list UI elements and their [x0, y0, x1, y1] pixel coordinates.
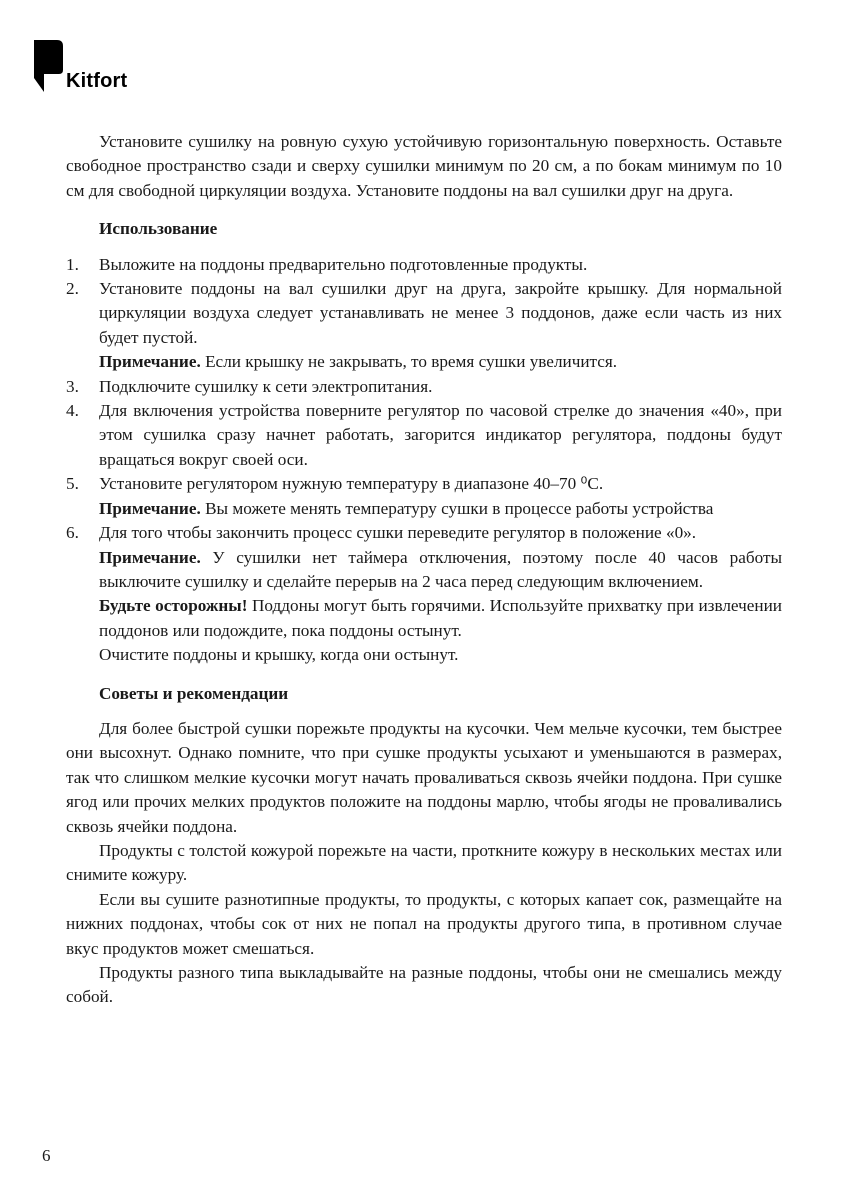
list-item — [66, 399, 782, 472]
list-text: Выложите на поддоны предварительно подготовленные продукты. — [99, 254, 588, 274]
note-paragraph — [66, 497, 782, 521]
brand-name: Kitfort — [66, 70, 128, 92]
note-paragraph — [66, 350, 782, 374]
list-item — [66, 375, 782, 399]
list-item — [66, 277, 782, 350]
clean-paragraph: Очистите поддоны и крышку, когда они остынут. — [99, 645, 459, 665]
caution-paragraph — [66, 594, 782, 643]
caution-text: Поддоны могут быть горячими. Используйте прихватку при извлечении поддонов или подождите, пока поддоны остынут. — [99, 596, 782, 640]
tips-paragraph: Продукты с толстой кожурой порежьте на части, проткните кожуру в нескольких местах или снимите кожуру. — [66, 840, 782, 885]
note-text: Если крышку не закрывать, то время сушки увеличится. — [200, 352, 618, 372]
list-number: 2. — [66, 279, 79, 299]
brand-logo — [34, 40, 154, 100]
note-text: У сушилки нет таймера отключения, поэтому после 40 часов работы выключите сушилку и сделайте перерыв на 2 часа перед следующим включением. — [99, 547, 782, 591]
note-text: Вы можете менять температуру сушки в процессе работы устройства — [200, 498, 714, 518]
note-label: Примечание. — [99, 498, 201, 518]
tips-paragraph: Для более быстрой сушки порежьте продукты на кусочки. Чем мельче кусочки, тем быстрее они высохнут. Однако помните, что при сушке продукты усыхают и уменьшаются в размерах, так что слишком мелкие кусочки могут начать проваливаться сквозь ячейки поддона. При сушке ягод или прочих мелких продуктов положите на поддоны марлю, чтобы ягоды не проваливались сквозь ячейки поддона. — [66, 718, 782, 836]
list-item — [66, 521, 782, 545]
note-paragraph — [66, 546, 782, 595]
intro-paragraph: Установите сушилку на ровную сухую устойчивую горизонтальную поверхность. Оставьте свободное пространство сзади и сверху сушилки минимум по 20 см, а по бокам минимум по 10 см для свободной циркуляции воздуха. Установите поддоны на вал сушилки друг на друга. — [66, 132, 782, 200]
list-item — [66, 472, 782, 496]
list-text: Для включения устройства поверните регулятор по часовой стрелке до значения «40», при этом сушилка сразу начнет работать, загорится индикатор регулятора, поддоны будут вращаться вокруг своей оси. — [99, 401, 782, 469]
list-text: Установите регулятором нужную температуру в диапазоне 40–70 ⁰С. — [99, 474, 604, 494]
list-text: Установите поддоны на вал сушилки друг на друга, закройте крышку. Для нормальной циркуляции воздуха следует устанавливать не менее 3 поддонов, даже если часть из них будет пустой. — [99, 279, 782, 347]
list-number: 3. — [66, 376, 79, 396]
list-number: 6. — [66, 523, 79, 543]
list-number: 5. — [66, 474, 79, 494]
list-text: Для того чтобы закончить процесс сушки переведите регулятор в положение «0». — [99, 523, 697, 543]
list-number: 1. — [66, 254, 79, 274]
note-label: Примечание. — [99, 547, 201, 567]
tips-paragraph: Продукты разного типа выкладывайте на разные поддоны, чтобы они не смешались между собой. — [66, 963, 782, 1007]
page-number: 6 — [42, 1146, 51, 1165]
caution-label: Будьте осторожны! — [99, 596, 248, 616]
tips-paragraph: Если вы сушите разнотипные продукты, то продукты, с которых капает сок, размещайте на нижних поддонах, чтобы сок от них не попал на продукты другого типа, в противном случае вкус продуктов может смешаться. — [66, 889, 782, 958]
list-text: Подключите сушилку к сети электропитания. — [99, 376, 433, 396]
usage-heading: Использование — [99, 219, 218, 239]
tips-heading: Советы и рекомендации — [99, 683, 289, 703]
kitfort-logo-icon — [34, 40, 64, 92]
note-label: Примечание. — [99, 352, 201, 372]
list-item — [66, 253, 782, 277]
list-number: 4. — [66, 401, 79, 421]
document-body — [66, 130, 782, 1010]
